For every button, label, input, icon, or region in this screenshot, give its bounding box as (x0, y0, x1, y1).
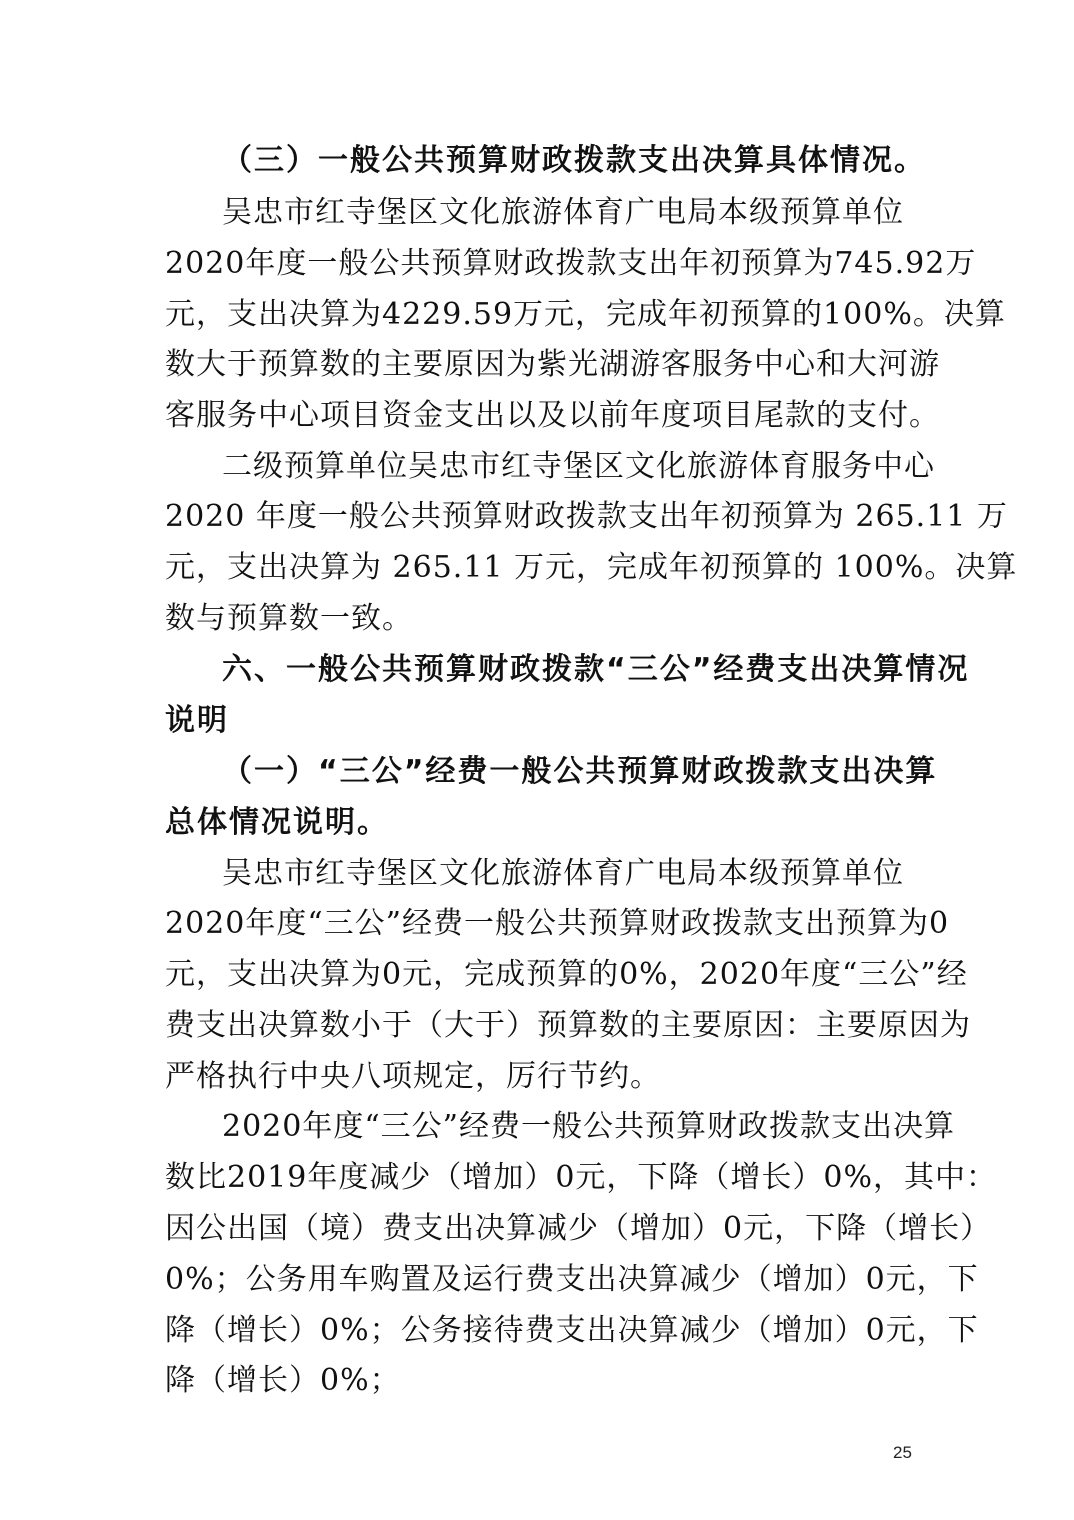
paragraph-line: 元，支出决算为 265.11 万元，完成年初预算的 100%。决算 (165, 550, 1018, 585)
paragraph-line: 降（增长）0%；公务接待费支出决算减少（增加）0元，下 (165, 1313, 979, 1348)
paragraph-line: 费支出决算数小于（大于）预算数的主要原因：主要原因为 (165, 1008, 971, 1043)
paragraph-line: 2020年度一般公共预算财政拨款支出年初预算为745.92万 (165, 246, 977, 281)
paragraph-line: 降（增长）0%； (165, 1363, 401, 1398)
paragraph-line: 数大于预算数的主要原因为紫光湖游客服务中心和大河游 (165, 347, 940, 382)
paragraph-line: 数比2019年度减少（增加）0元，下降（增长）0%，其中： (165, 1160, 998, 1195)
paragraph-line: 2020年度“三公”经费一般公共预算财政拨款支出决算 (222, 1109, 956, 1144)
paragraph-line: 数与预算数一致。 (165, 601, 413, 636)
paragraph-line: 客服务中心项目资金支出以及以前年度项目尾款的支付。 (165, 398, 940, 433)
paragraph-line: 2020年度“三公”经费一般公共预算财政拨款支出预算为0 (165, 906, 950, 941)
section-heading: 总体情况说明。 (165, 805, 389, 840)
paragraph-line: 0%；公务用车购置及运行费支出决算减少（增加）0元，下 (165, 1262, 979, 1297)
paragraph-line: 严格执行中央八项规定，厉行节约。 (165, 1059, 661, 1094)
page-number: 25 (893, 1443, 912, 1462)
paragraph-line: 因公出国（境）费支出决算减少（增加）0元，下降（增长） (165, 1211, 992, 1246)
chapter-heading: 六、一般公共预算财政拨款“三公”经费支出决算情况 (222, 652, 970, 687)
chapter-heading: 说明 (165, 703, 229, 738)
paragraph-line: 2020 年度一般公共预算财政拨款支出年初预算为 265.11 万 (165, 499, 1008, 534)
paragraph-line: 元，支出决算为4229.59万元，完成年初预算的100%。决算 (165, 297, 1006, 332)
paragraph-line: 吴忠市红寺堡区文化旅游体育广电局本级预算单位 (222, 195, 904, 230)
paragraph-line: 元，支出决算为0元，完成预算的0%，2020年度“三公”经 (165, 957, 968, 992)
paragraph-line: 二级预算单位吴忠市红寺堡区文化旅游体育服务中心 (222, 449, 935, 484)
section-heading: （一）“三公”经费一般公共预算财政拨款支出决算 (222, 754, 938, 789)
section-heading: （三）一般公共预算财政拨款支出决算具体情况。 (222, 143, 926, 178)
paragraph-line: 吴忠市红寺堡区文化旅游体育广电局本级预算单位 (222, 856, 904, 891)
